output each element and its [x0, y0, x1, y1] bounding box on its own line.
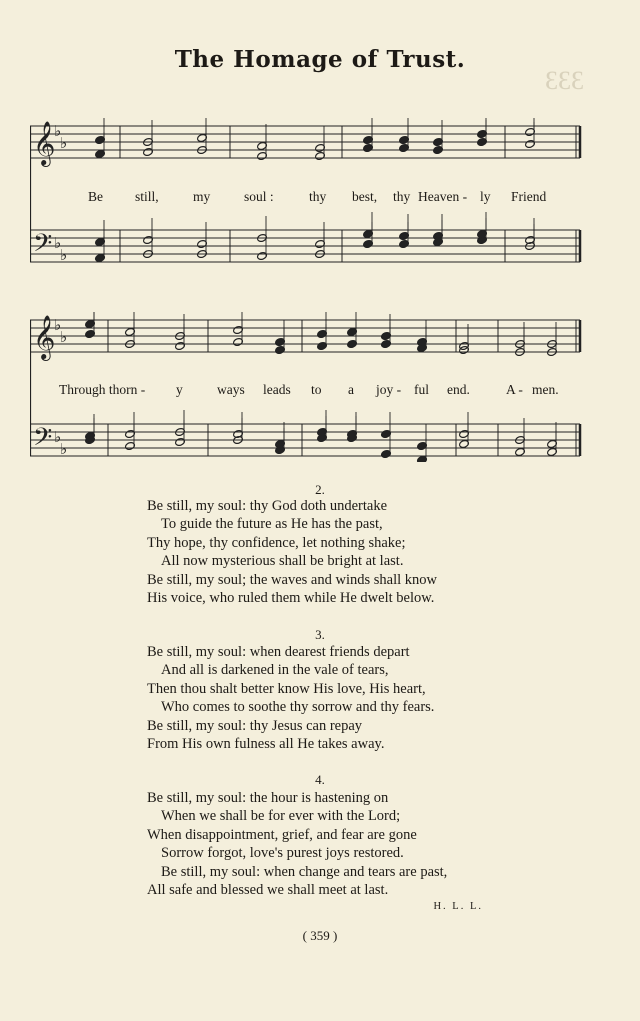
flat-icon: ♭	[54, 430, 62, 446]
verse-line: All now mysterious shall be bright at last.	[161, 553, 404, 570]
verse-line: His voice, who ruled them while He dwelt below.	[147, 590, 435, 607]
lyric-syllable: ways	[217, 382, 245, 397]
lyric-syllable: best,	[352, 189, 378, 204]
verse-line: Be still, my soul: the hour is hastening on	[147, 790, 389, 806]
lyric-syllable: my	[193, 189, 211, 204]
verse-number: 2.	[315, 482, 325, 497]
verse-line: Be still, my soul: thy Jesus can repay	[147, 717, 363, 734]
bleed-through-page-number: ƐƐƐ	[545, 66, 585, 95]
verse-2	[147, 497, 567, 607]
lyric-syllable: A -	[506, 382, 523, 397]
lyric-syllable: thy	[393, 189, 411, 204]
lyric-syllable: ly	[480, 189, 491, 204]
treble-clef-icon: 𝄞	[33, 315, 56, 359]
lyric-syllable: thy	[309, 189, 327, 204]
flat-icon: ♭	[60, 442, 68, 458]
verse-line: To guide the future as He has the past,	[161, 516, 383, 533]
lyric-syllable: a	[348, 382, 354, 397]
verse-line: When we shall be for ever with the Lord;	[161, 808, 401, 825]
verse-line: Be still, my soul: when change and tears are past,	[161, 863, 448, 880]
lyrics-line-1	[30, 189, 582, 211]
verse-line: Be still, my soul; the waves and winds shall know	[147, 571, 437, 588]
page-number: ( 359 )	[302, 928, 338, 943]
flat-icon: ♭	[60, 248, 68, 264]
verse-line: Be still, my soul: when dearest friends depart	[147, 644, 410, 660]
verse-line: When disappointment, grief, and fear are gone	[147, 826, 417, 843]
flat-icon: ♭	[60, 136, 68, 152]
verse-line: Then thou shalt better know His love, His heart,	[147, 680, 426, 697]
lyric-syllable: joy -	[376, 382, 402, 397]
verse-line: Thy hope, thy confidence, let nothing shake;	[147, 534, 406, 551]
bass-clef-icon: 𝄢	[33, 423, 53, 458]
verse-number: 4.	[315, 772, 325, 787]
lyric-syllable: y	[176, 382, 183, 397]
lyric-syllable: ful	[414, 382, 429, 397]
hymn-title: The Homage of Trust.	[174, 46, 466, 73]
flat-icon: ♭	[54, 124, 62, 140]
lyric-syllable: men.	[532, 382, 559, 397]
bass-clef-icon: 𝄢	[33, 229, 53, 264]
lyric-syllable: Friend	[511, 189, 547, 204]
verse-line: From His own fulness all He takes away.	[147, 736, 385, 753]
lyric-syllable: to	[311, 382, 322, 397]
lyric-syllable: leads	[263, 382, 291, 397]
verse-line: Sorrow forgot, love's purest joys restored.	[161, 845, 404, 862]
flat-icon: ♭	[60, 330, 68, 346]
verse-4	[147, 789, 567, 899]
verse-line: All safe and blessed we shall meet at last.	[147, 882, 389, 899]
author-initials: H. L. L.	[433, 901, 483, 912]
lyric-syllable: soul :	[244, 189, 274, 204]
lyric-syllable: end.	[447, 382, 470, 397]
lyric-syllable: Heaven -	[418, 189, 468, 204]
verse-line: Be still, my soul: thy God doth undertake	[147, 498, 388, 514]
lyric-syllable: still,	[135, 189, 159, 204]
verse-3	[147, 643, 567, 753]
verse-line: And all is darkened in the vale of tears,	[161, 662, 389, 679]
lyric-syllable: Be	[88, 189, 103, 204]
lyrics-line-2	[30, 382, 582, 404]
verse-number: 3.	[315, 627, 325, 642]
lyric-syllable: Through thorn -	[59, 382, 146, 397]
flat-icon: ♭	[54, 318, 62, 334]
flat-icon: ♭	[54, 236, 62, 252]
treble-clef-icon: 𝄞	[33, 121, 56, 165]
verse-line: Who comes to soothe thy sorrow and thy fears.	[161, 699, 435, 716]
